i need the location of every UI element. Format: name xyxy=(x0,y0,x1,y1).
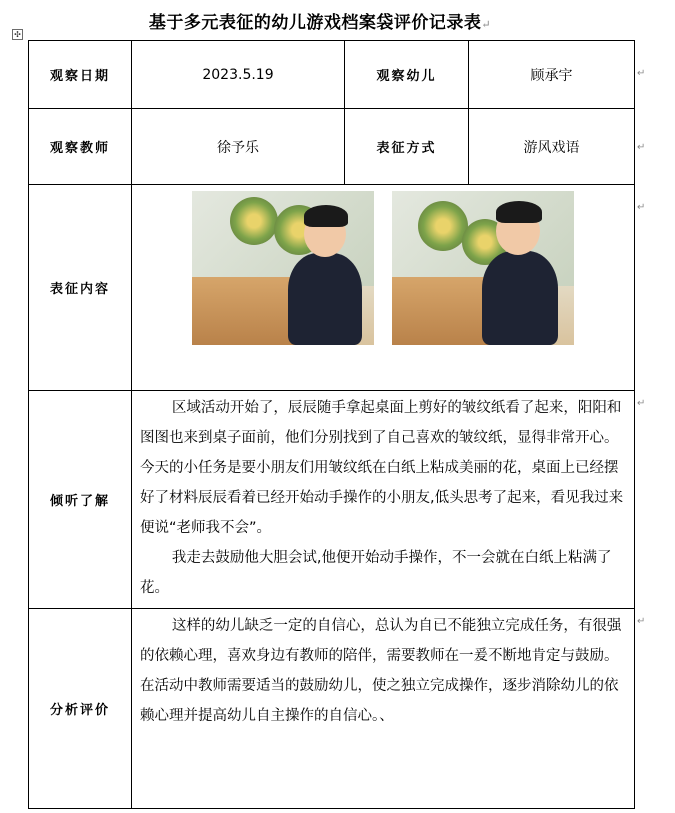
analysis-paragraph: 这样的幼儿缺乏一定的自信心，总认为自已不能独立完成任务，有很强的依赖心理，喜欢身边有教师的陪伴，需要教师在一爰不断地肯定与鼓励。 xyxy=(140,618,622,664)
content-cell[interactable] xyxy=(132,185,635,391)
analysis-paragraph: 在活动中教师需要适当的鼓励幼儿，使之独立完成操作，逐步消除幼儿的依赖心理并提高幼儿自主操作的自信心。、 xyxy=(140,678,619,724)
child-photo-2[interactable] xyxy=(392,191,574,345)
table-row xyxy=(29,109,635,185)
table-move-handle-icon[interactable]: ✣ xyxy=(12,29,23,40)
content-label: 表征内容 xyxy=(29,185,132,391)
observe-date-value[interactable]: 2023.5.19 xyxy=(132,41,345,109)
method-value[interactable]: 游风戏语 xyxy=(469,109,635,185)
listen-text-cell[interactable] xyxy=(132,391,635,609)
record-table xyxy=(28,40,635,809)
listen-paragraph: 我走去鼓励他大胆会试,他便开始动手操作，不一会就在白纸上粘满了花。 xyxy=(140,550,612,596)
analysis-label: 分析评价 xyxy=(29,609,132,809)
table-row xyxy=(29,185,635,391)
observe-child-value[interactable]: 顾承宇 xyxy=(469,41,635,109)
row-end-mark: ↵ xyxy=(637,398,646,409)
method-label: 表征方式 xyxy=(345,109,469,185)
table-row xyxy=(29,41,635,109)
row-end-mark: ↵ xyxy=(637,142,646,153)
table-row xyxy=(29,609,635,809)
table-row xyxy=(29,391,635,609)
analysis-text-cell[interactable] xyxy=(132,609,635,809)
child-photo-1[interactable] xyxy=(192,191,374,345)
listen-label: 倾听了解 xyxy=(29,391,132,609)
observe-date-label: 观察日期 xyxy=(29,41,132,109)
observe-child-label: 观察幼儿 xyxy=(345,41,469,109)
row-end-mark: ↵ xyxy=(637,68,646,79)
row-end-mark: ↵ xyxy=(637,616,646,627)
row-end-mark: ↵ xyxy=(637,202,646,213)
listen-paragraph: 区域活动开始了，辰辰随手拿起桌面上剪好的皱纹纸看了起来，阳阳和图图也来到桌子面前，他们分别找到了自己喜欢的皱纹纸，显得非常开心。今天的小任务是要小朋友们用皱纹纸在白纸上粘成美丽的花，桌面上已经摆好了材料辰辰看着已经开始动手操作的小朋友,低头思考了起来，看见我过来便说“老师我不会”。 xyxy=(140,400,624,536)
document-title: 基于多元表征的幼儿游戏档案袋评价记录表↵ xyxy=(148,13,492,33)
teacher-value[interactable]: 徐予乐 xyxy=(132,109,345,185)
teacher-label: 观察教师 xyxy=(29,109,132,185)
